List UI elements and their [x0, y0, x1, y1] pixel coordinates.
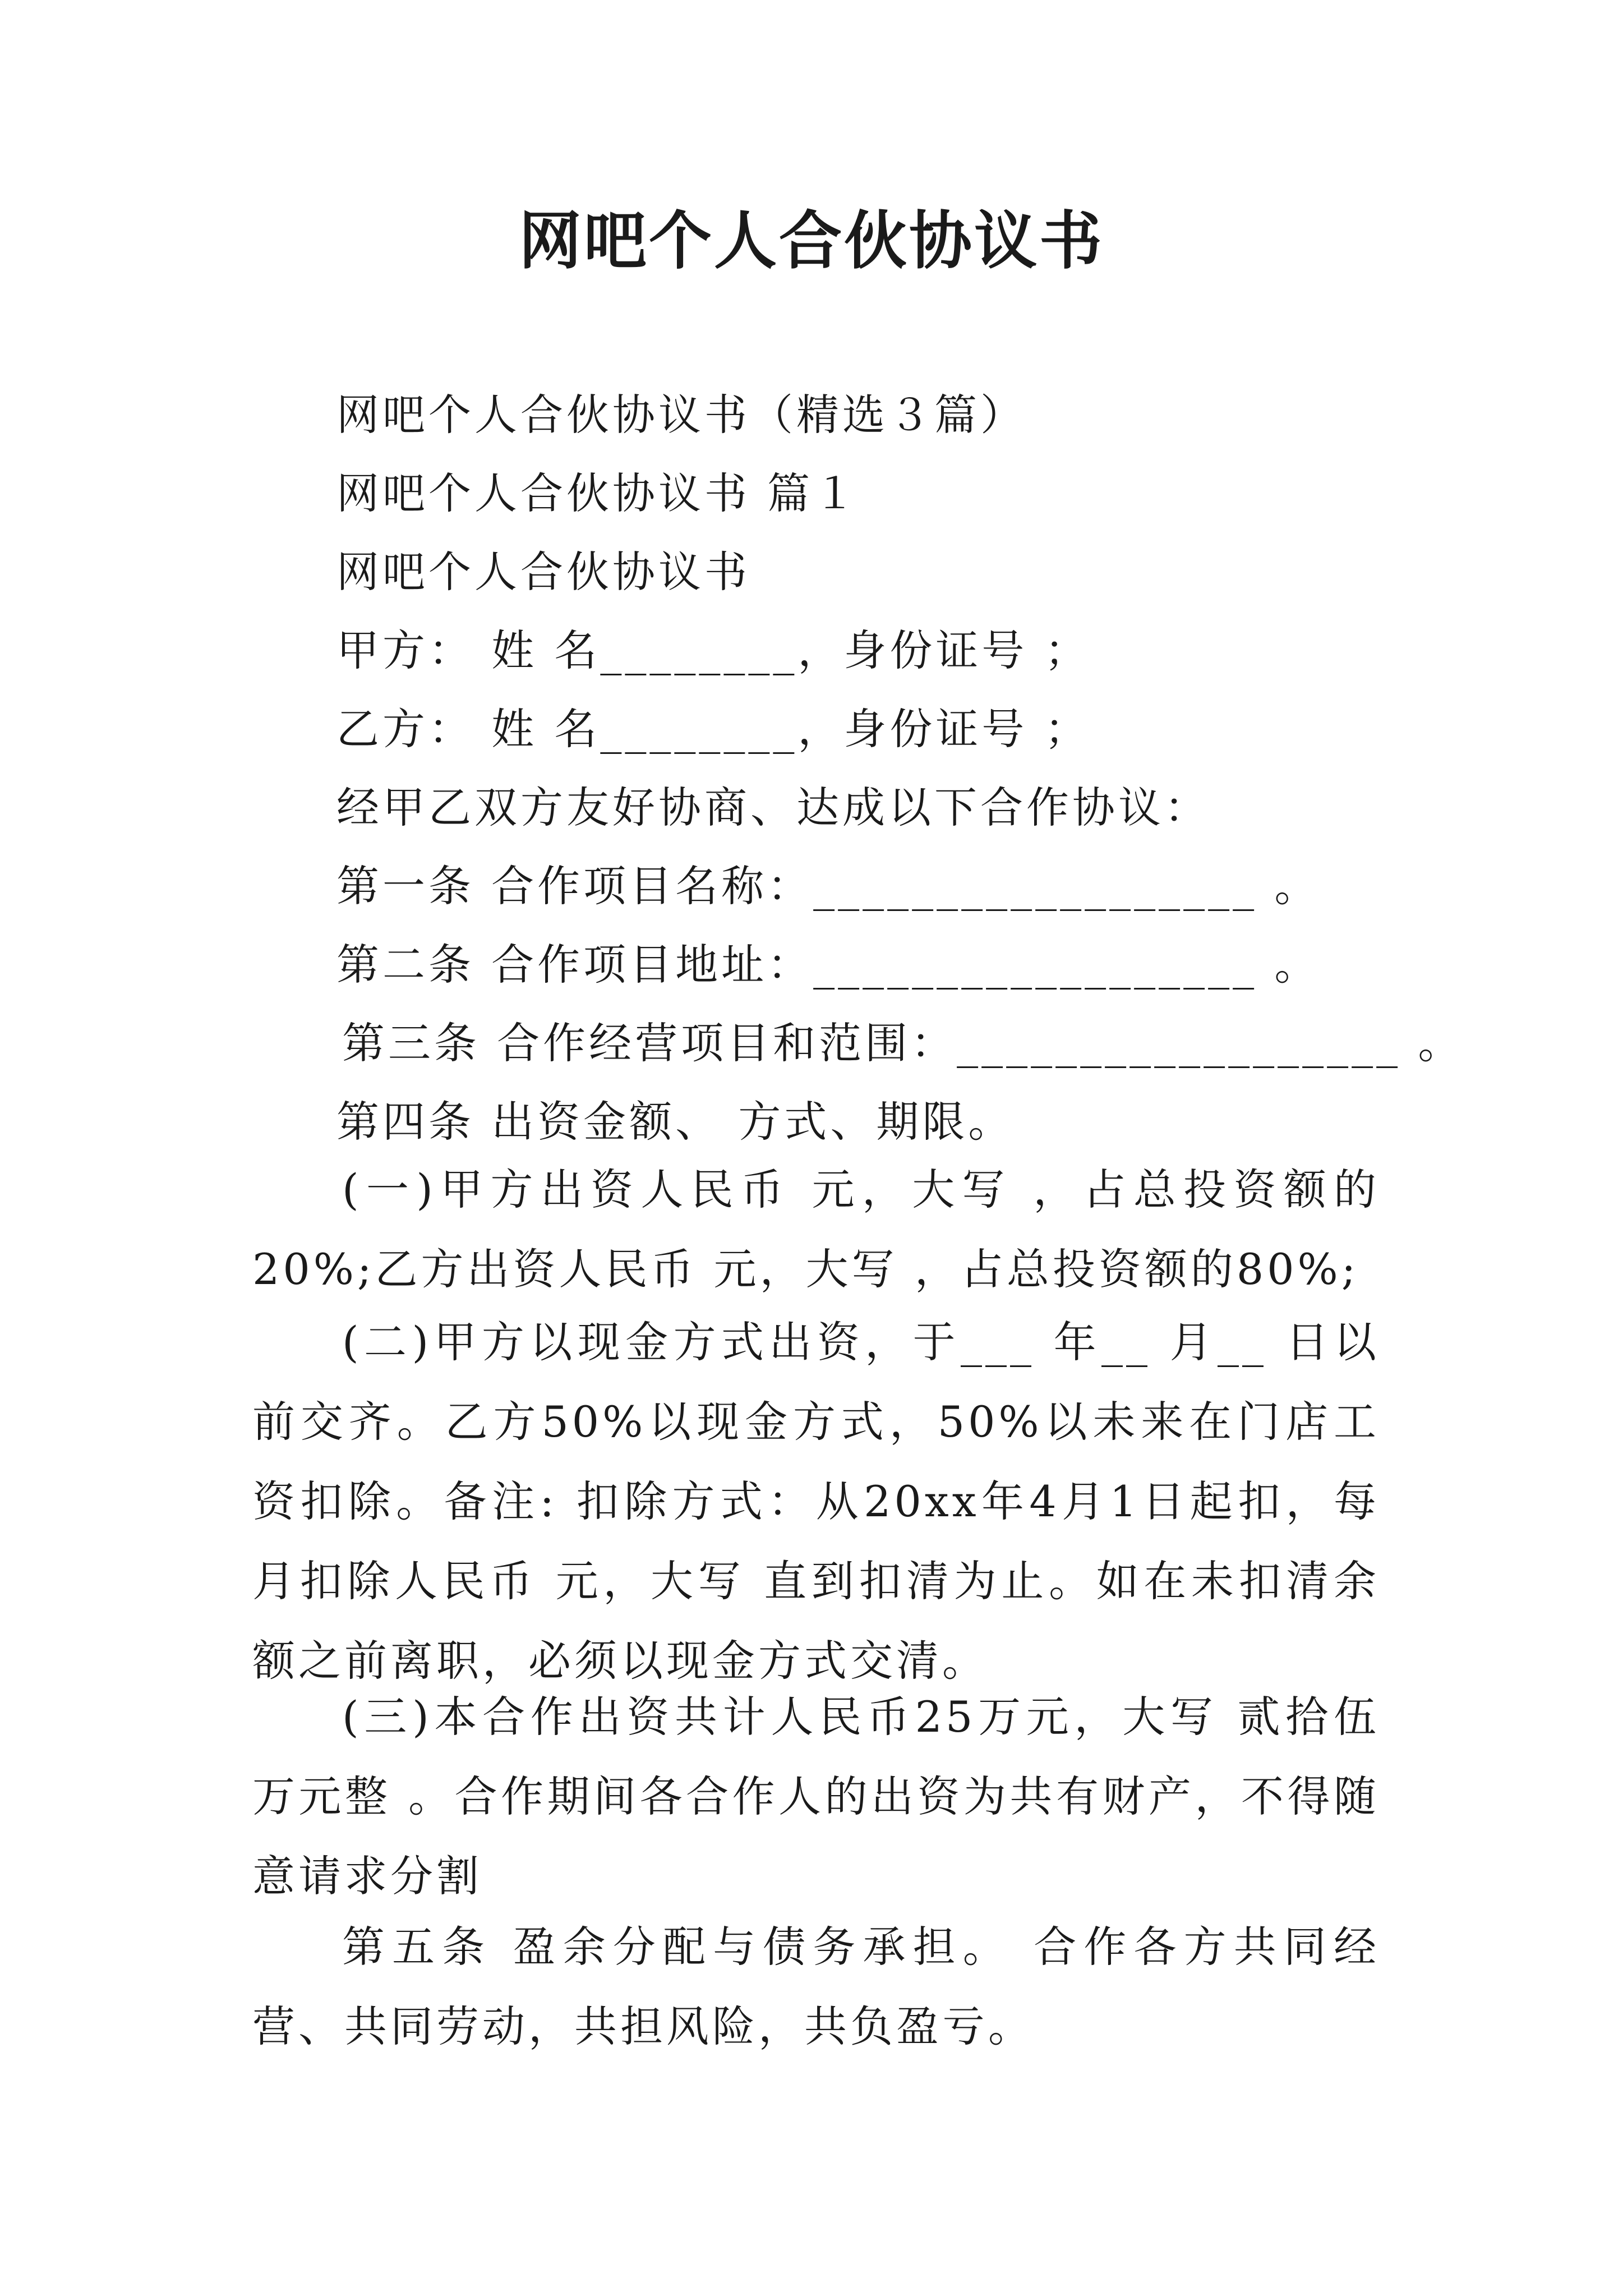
- agreement-intro: 经甲乙双方友好协商、达成以下合作协议：: [336, 783, 1210, 832]
- article-5: 第五条 盈余分配与债务承担。 合作各方共同经营、共同劳动，共担风险，共负盈亏。: [252, 1922, 1380, 2051]
- subtitle-selection: 网吧个人合伙协议书（精选３篇）: [336, 390, 1026, 440]
- party-a-line: 甲方： 姓 名________，身份证号 ；: [336, 625, 1091, 675]
- article-4-clause-2: (二)甲方以现金方式出资，于___ 年__ 月__ 日以前交齐。乙方50%以现金方式，50%以未来在门店工资扣除。备注: 扣除方式：从20xx年4月1日起扣，每月扣除人民币 元，大写 直到扣清为止。如在未扣清余额之前离职，必须以现金方式交清。: [252, 1317, 1380, 1686]
- article-3: 第三条 合作经营项目和范围：__________________ 。: [342, 1018, 1464, 1068]
- document-title: 网吧个人合伙协议书: [519, 204, 1104, 278]
- article-4-heading: 第四条 出资金额、 方式、期限。: [336, 1097, 1015, 1147]
- article-4-clause-3: (三)本合作出资共计人民币25万元，大写 贰拾伍万元整 。合作期间各合作人的出资为共有财产，不得随意请求分割: [252, 1692, 1380, 1901]
- article-2: 第二条 合作项目地址：__________________ 。: [336, 940, 1321, 990]
- agreement-name: 网吧个人合伙协议书: [336, 547, 750, 597]
- article-4-clause-1: (一)甲方出资人民币 元，大写 ，占总投资额的20%;乙方出资人民币 元，大写 ，占总投资额的80%;: [252, 1165, 1380, 1294]
- article-1: 第一条 合作项目名称：__________________ 。: [336, 861, 1321, 911]
- section-heading: 网吧个人合伙协议书 篇１: [336, 468, 860, 518]
- party-b-line: 乙方： 姓 名________，身份证号 ；: [336, 704, 1091, 754]
